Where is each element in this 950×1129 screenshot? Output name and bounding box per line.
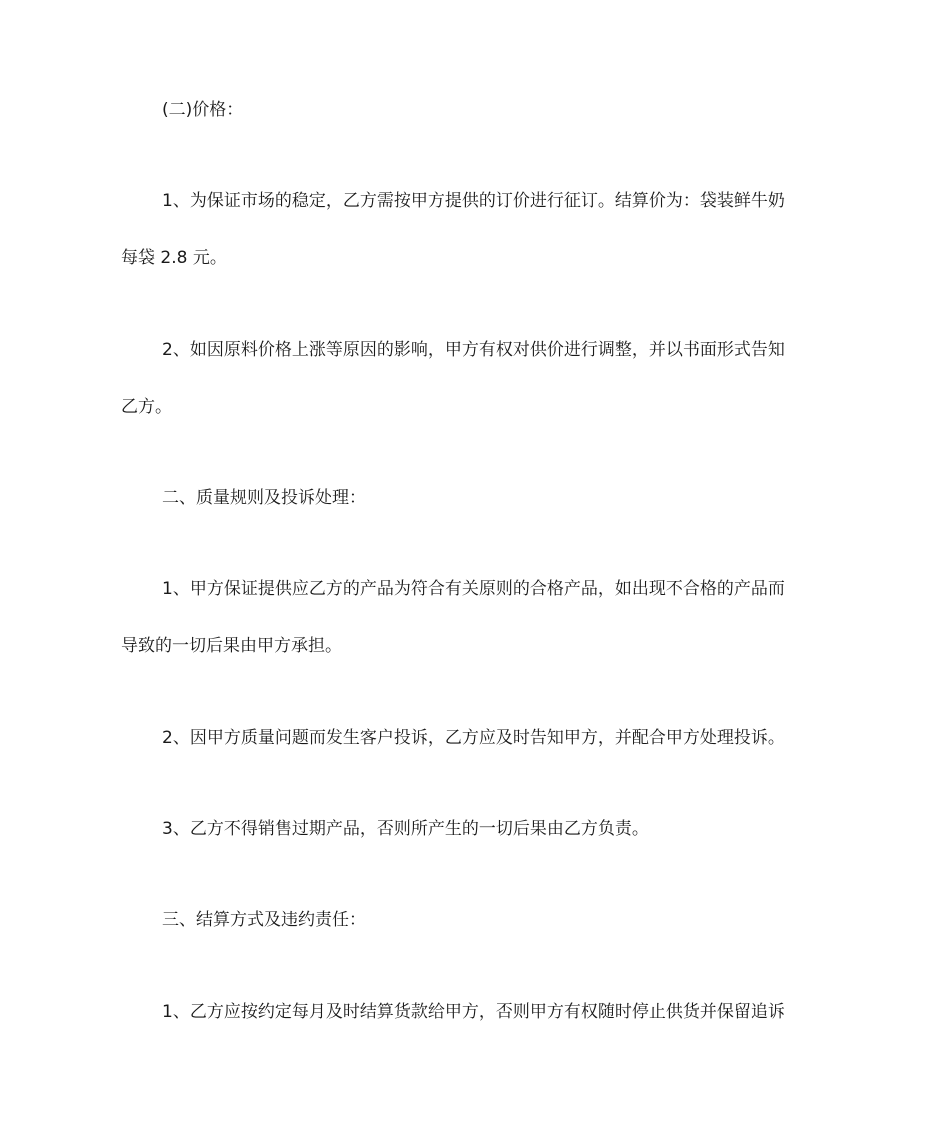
section2-heading: 二、质量规则及投诉处理： [162,488,366,508]
quality-item1-line2: 导致的一切后果由甲方承担。 [121,636,342,656]
settle-item1-line1: 1、乙方应按约定每月及时结算货款给甲方，否则甲方有权随时停止供货并保留追诉 [162,1002,785,1022]
price-item1-line2: 每袋 2.8 元。 [121,248,227,268]
quality-item2: 2、因甲方质量问题而发生客户投诉，乙方应及时告知甲方，并配合甲方处理投诉。 [162,728,785,748]
price-item2-line2: 乙方。 [121,397,172,417]
section3-heading: 三、结算方式及违约责任： [162,910,366,930]
section-price-heading: (二)价格： [162,100,244,120]
quality-item3: 3、乙方不得销售过期产品，否则所产生的一切后果由乙方负责。 [162,819,649,839]
price-item2-line1: 2、如因原料价格上涨等原因的影响，甲方有权对供价进行调整，并以书面形式告知 [162,340,785,360]
quality-item1-line1: 1、甲方保证提供应乙方的产品为符合有关原则的合格产品，如出现不合格的产品而 [162,579,785,599]
price-item1-line1: 1、为保证市场的稳定，乙方需按甲方提供的订价进行征订。结算价为：袋装鲜牛奶 [162,191,785,211]
